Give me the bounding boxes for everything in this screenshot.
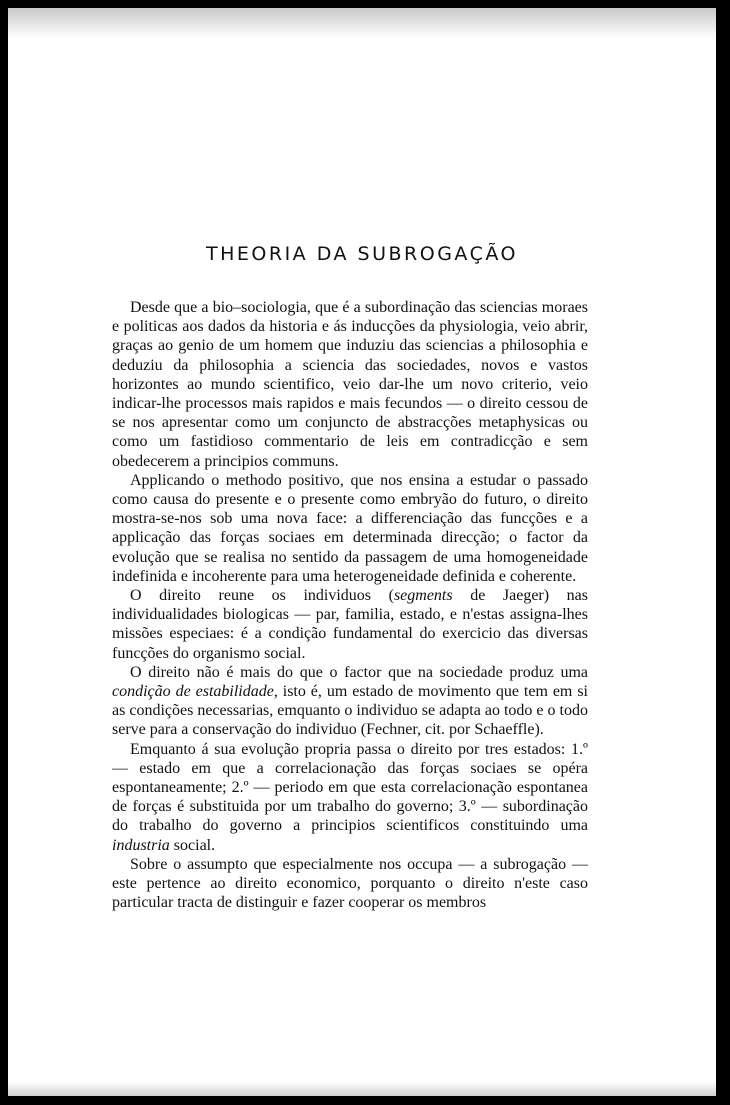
italic-term: condição de estabilidade (112, 683, 274, 701)
paragraph (112, 663, 588, 740)
text-run: O direito reune os individuos ( (130, 587, 394, 605)
text-run: de Jaeger) nas individualidades biologicas — par, familia, estado, e n'estas assigna-lhes missões especiaes: é a condição fundamental do exercicio das diversas funcções do organismo social. (112, 587, 588, 662)
body-text (112, 298, 588, 913)
scan-shadow-bottom (8, 1082, 716, 1096)
paragraph (112, 740, 588, 855)
italic-term: segments (393, 587, 453, 605)
text-run: Emquanto á sua evolução propria passa o direito por tres estados: 1.º — estado em que a correlacionação das forças sociaes se opéra espontaneamente; 2.º — periodo em que esta correlacionação espontanea de forças é substituida por um trabalho do governo; 3.º — subordinação do trabalho do governo a principios scientificos constituindo uma (112, 740, 588, 835)
text-run: , isto é, um estado de movimento que tem em si as condições necessarias, emquanto o individuo se adapta ao todo e o todo serve para a conservação do individuo (Fechner, cit. por Schaeffle). (112, 683, 588, 739)
text-run: social. (169, 836, 216, 854)
page-title: THEORIA DA SUBROGAÇÃO (206, 243, 518, 265)
text-run: O direito não é mais do que o factor que na sociedade produz uma (130, 663, 588, 681)
paragraph (112, 586, 588, 663)
scan-shadow-top (8, 8, 716, 38)
paragraph (112, 298, 588, 471)
italic-term: industria (112, 836, 170, 854)
text-run: Applicando o methodo positivo, que nos ensina a estudar o passado como causa do presente e o presente como embryão do futuro, o direito mostra-se-nos sob uma nova face: a differenciação das funcções e a applicação das forças sociaes em determinada direcção; o factor da evolução que se realisa no sentido da passagem de uma homogeneidade indefinida e incoherente para uma heterogeneidade definida e coherente. (112, 471, 588, 585)
text-run: Desde que a bio–sociologia, que é a subordinação das sciencias moraes e politicas aos dados da historia e ás inducções da physiologia, veio abrir, graças ao genio de um homem que induziu das sciencias a philosophia e deduziu da philosophia a sciencia das sociedades, novos e vastos horizontes ao mundo scientifico, veio dar-lhe um novo criterio, veio indicar-lhe processos mais rapidos e mais fecundos — o direito cessou de se nos apresentar como um conjuncto de abstracções metaphysicas ou como um fastidioso commentario de leis em contradicção e sem obedecerem a principios communs. (112, 299, 588, 470)
paragraph (112, 855, 588, 913)
paragraph (112, 471, 588, 586)
scanned-page (8, 8, 716, 1096)
text-run: Sobre o assumpto que especialmente nos occupa — a subrogação — este pertence ao direito economico, porquanto o direito n'este caso particular tracta de distinguir e fazer cooperar os membros (112, 855, 588, 912)
